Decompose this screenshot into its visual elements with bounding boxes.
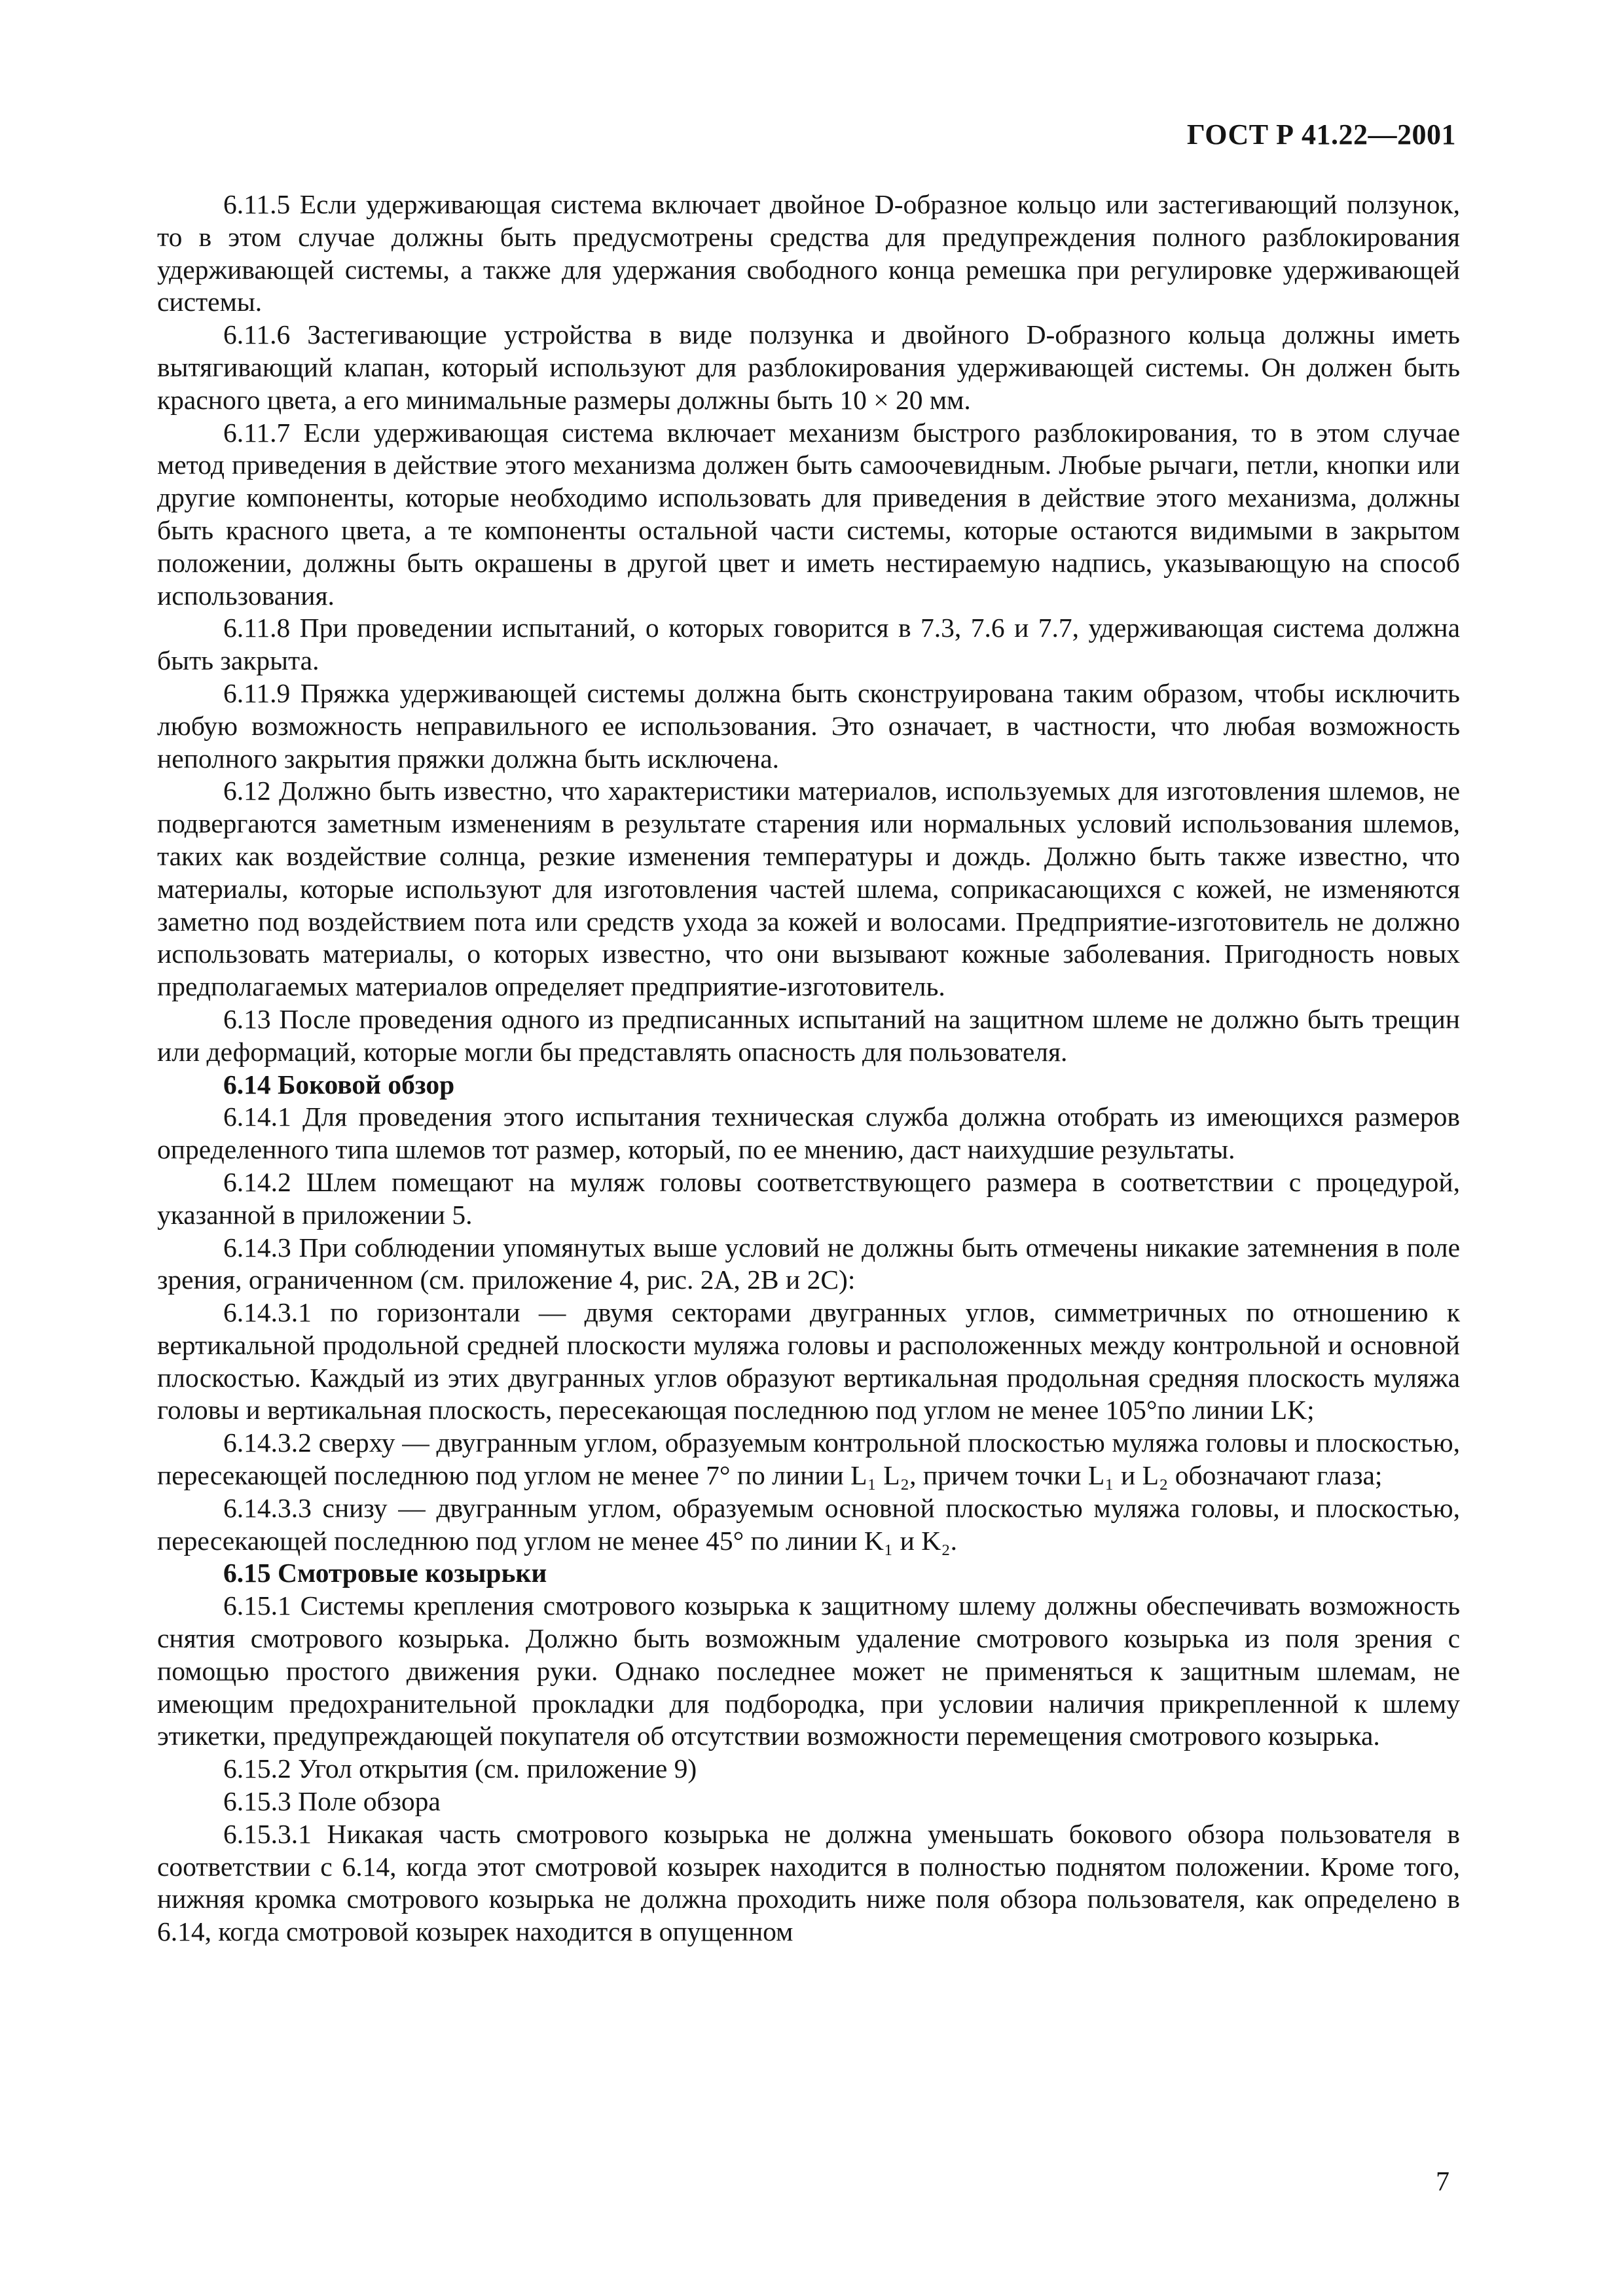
body-text [157, 188, 1460, 1948]
page-number: 7 [1436, 2167, 1450, 2197]
paragraph-6-11-5: 6.11.5 Если удерживающая система включает двойное D-образное кольцо или застегивающий ползунок, то в этом случае должны быть предусмотрены средства для предупреждения полного разблокирования удерживающей системы, а также для удержания свободного конца ремешка при регулировке удерживающей системы. [157, 189, 1460, 317]
paragraph-6-11-8: 6.11.8 При проведении испытаний, о которых говорится в 7.3, 7.6 и 7.7, удерживающая система должна быть закрыта. [157, 613, 1460, 676]
document-code-header: ГОСТ Р 41.22—2001 [1186, 118, 1456, 151]
section-heading-6-14: 6.14 Боковой обзор [223, 1069, 455, 1100]
paragraph-6-13: 6.13 После проведения одного из предписанных испытаний на защитном шлеме не должно быть трещин или деформаций, которые могли бы представлять опасность для пользователя. [157, 1003, 1460, 1067]
paragraph-6-14-2: 6.14.2 Шлем помещают на муляж головы соответствующего размера в соответствии с процедурой, указанной в приложении 5. [157, 1166, 1460, 1230]
paragraph-6-14-3-1: 6.14.3.1 по горизонтали — двумя секторами двугранных углов, симметричных по отношению к вертикальной продольной средней плоскости муляжа головы и расположенных между контрольной и основной плоскостью. Каждый из этих двугранных углов образуют вертикальная продольная средняя плоскость муляжа головы и вертикальная плоскость, пересекающая последнюю под углом не менее 105°по линии LK; [157, 1297, 1460, 1426]
paragraph-6-11-6: 6.11.6 Застегивающие устройства в виде ползунка и двойного D-образного кольца должны иметь вытягивающий клапан, который используют для разблокирования удерживающей системы. Он должен быть красного цвета, а его минимальные размеры должны быть 10 × 20 мм. [157, 319, 1460, 415]
paragraph-6-15-3-1: 6.15.3.1 Никакая часть смотрового козырька не должна уменьшать бокового обзора пользователя в соответствии с 6.14, когда этот смотровой козырек находится в полностью поднятом положении. Кроме того, нижняя кромка смотрового козырька не должна проходить ниже поля обзора пользователя, как определено в 6.14, когда смотровой козырек находится в опущенном [157, 1818, 1460, 1947]
paragraph-6-15-2: 6.15.2 Угол открытия (см. приложение 9) [223, 1753, 697, 1784]
paragraph-6-11-9: 6.11.9 Пряжка удерживающей системы должна быть сконструирована таким образом, чтобы исключить любую возможность неправильного ее использования. Это означает, в частности, что любая возможность неполного закрытия пряжки должна быть исключена. [157, 677, 1460, 774]
paragraph-6-14-3: 6.14.3 При соблюдении упомянутых выше условий не должны быть отмечены никакие затемнения в поле зрения, ограниченном (см. приложение 4, рис. 2А, 2В и 2С): [157, 1232, 1460, 1295]
paragraph-6-14-3-3: 6.14.3.3 снизу — двугранным углом, образуемым основной плоскостью муляжа головы, и плоскостью, пересекающей последнюю под углом не менее 45° по линии K₁ и K₂. [157, 1492, 1460, 1556]
paragraph-6-14-3-2: 6.14.3.2 сверху — двугранным углом, образуемым контрольной плоскостью муляжа головы и плоскостью, пересекающей последнюю под углом не менее 7° по линии L₁ L₂, причем точки L₁ и L₂ обозначают глаза; [157, 1427, 1460, 1491]
paragraph-6-11-7: 6.11.7 Если удерживающая система включает механизм быстрого разблокирования, то в этом случае метод приведения в действие этого механизма должен быть самоочевидным. Любые рычаги, петли, кнопки или другие компоненты, которые необходимо использовать для приведения в действие этого механизма, должны быть красного цвета, а те компоненты остальной части системы, которые остаются видимыми в закрытом положении, должны быть окрашены в другой цвет и иметь нестираемую надпись, указывающую на способ использования. [157, 417, 1460, 611]
paragraph-6-14-1: 6.14.1 Для проведения этого испытания техническая служба должна отобрать из имеющихся размеров определенного типа шлемов тот размер, который, по ее мнению, даст наихудшие результаты. [157, 1102, 1460, 1165]
paragraph-6-12: 6.12 Должно быть известно, что характеристики материалов, используемых для изготовления шлемов, не подвергаются заметным изменениям в результате старения или нормальных условий использования шлемов, таких как воздействие солнца, резкие изменения температуры и дождь. Должно быть также известно, что материалы, которые используют для изготовления частей шлема, соприкасающихся с кожей, не изменяются заметно под воздействием пота или средств ухода за кожей и волосами. Предприятие-изготовитель не должно использовать материалы, о которых известно, что они вызывают кожные заболевания. Пригодность новых предполагаемых материалов определяет предприятие-изготовитель. [157, 776, 1460, 1002]
paragraph-6-15-1: 6.15.1 Системы крепления смотрового козырька к защитному шлему должны обеспечивать возможность снятия смотрового козырька. Должно быть возможным удаление смотрового козырька из поля зрения с помощью простого движения руки. Однако последнее может не применяться к защитным шлемам, не имеющим предохранительной прокладки для подбородка, при условии наличия прикрепленной к шлему этикетки, предупреждающей покупателя об отсутствии возможности перемещения смотрового козырька. [157, 1590, 1460, 1751]
section-heading-6-15: 6.15 Смотровые козырьки [223, 1558, 547, 1588]
paragraph-6-15-3: 6.15.3 Поле обзора [223, 1786, 441, 1817]
